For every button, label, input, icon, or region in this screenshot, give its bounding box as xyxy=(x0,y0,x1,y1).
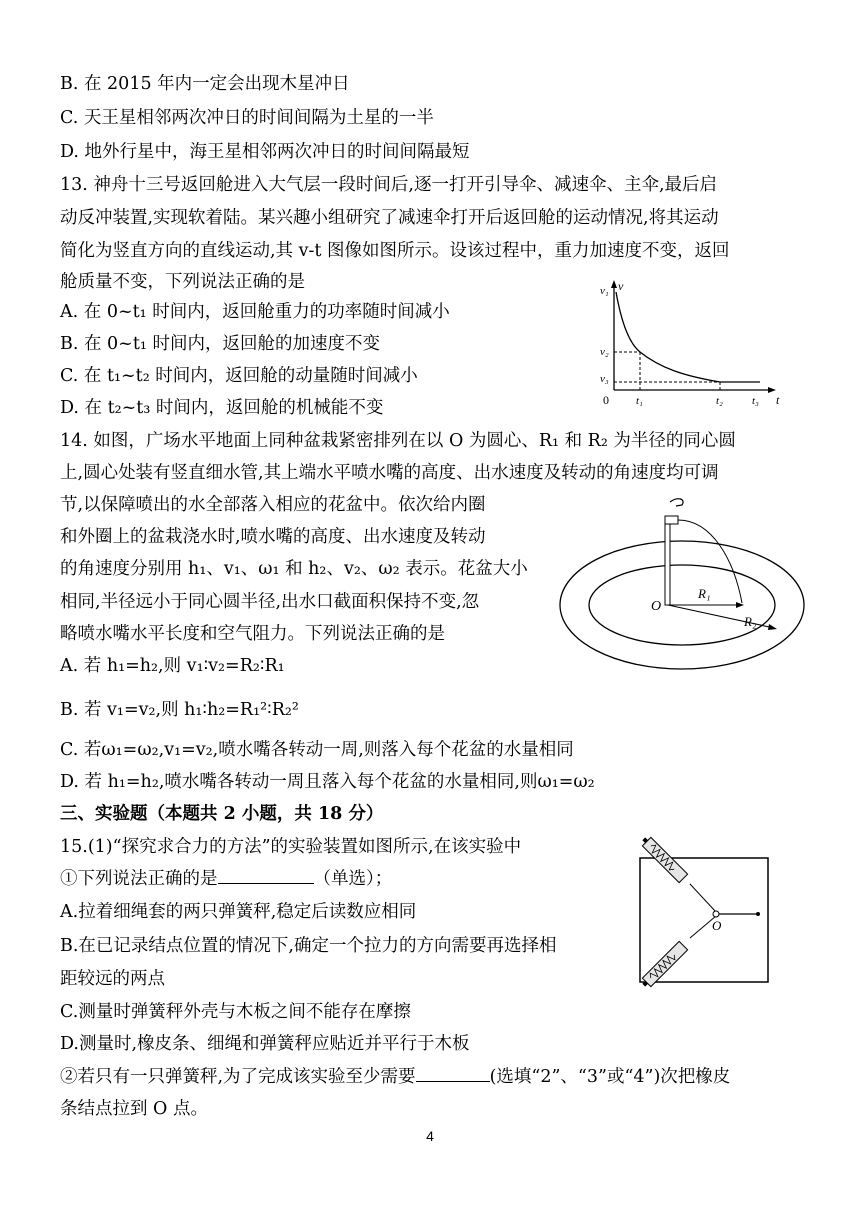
t-axis-arrow-icon xyxy=(768,387,776,393)
answer-blank-2[interactable] xyxy=(416,1063,490,1082)
q14-stem-line-5: 的角速度分别用 h₁、v₁、ω₁ 和 h₂、v₂、ω₂ 表示。花盆大小 xyxy=(60,559,528,579)
q12-option-b: B. 在 2015 年内一定会出现木星冲日 xyxy=(60,74,350,94)
q14-stem-line-7: 略喷水嘴水平长度和空气阻力。下列说法正确的是 xyxy=(60,624,445,644)
v-axis-arrow-icon xyxy=(611,280,617,288)
q13-option-b: B. 在 0~t₁ 时间内，返回舱的加速度不变 xyxy=(60,334,380,354)
origin-label: 0 xyxy=(603,393,609,407)
q15-option-c: C.测量时弹簧秤外壳与木板之间不能存在摩擦 xyxy=(60,1002,411,1022)
v2-label: v₂ xyxy=(600,346,609,358)
q14-stem-line-3: 节,以保障喷出的水全部落入相应的花盆中。依次给内圈 xyxy=(60,495,486,515)
answer-blank-1[interactable] xyxy=(218,865,314,884)
center-o-label: O xyxy=(651,599,662,614)
q15-sub-2-prefix: ②若只有一只弹簧秤,为了完成该实验至少需要 xyxy=(60,1067,416,1087)
q15-sub-1 xyxy=(60,865,392,893)
q14-stem-line-1: 14. 如图，广场水平地面上同种盆栽紧密排列在以 O 为圆心、R₁ 和 R₂ 为半径的同心圆 xyxy=(60,431,736,451)
q15-stem-line-1: 15.(1)“探究求合力的方法”的实验装置如图所示,在该实验中 xyxy=(60,837,522,857)
q13-option-d: D. 在 t₂~t₃ 时间内，返回舱的机械能不变 xyxy=(60,398,384,418)
vt-graph xyxy=(592,278,792,414)
q14-option-a: A. 若 h₁=h₂,则 v₁∶v₂=R₂∶R₁ xyxy=(60,656,285,676)
q15-option-a: A.拉着细绳套的两只弹簧秤,稳定后读数应相同 xyxy=(60,902,417,922)
r2-arrow-icon xyxy=(768,624,777,630)
r1-arrow-icon xyxy=(736,602,744,608)
fountain-figure xyxy=(552,490,812,682)
force-apparatus-figure xyxy=(628,832,778,994)
q15-sub-2-suffix: (选填“2”、“3”或“4”)次把橡皮 xyxy=(489,1067,731,1087)
q15-option-d: D.测量时,橡皮条、细绳和弹簧秤应贴近并平行于木板 xyxy=(60,1034,470,1054)
q13-option-c: C. 在 t₁~t₂ 时间内，返回舱的动量随时间减小 xyxy=(60,366,418,386)
q15-sub-2-line-2: 条结点拉到 O 点。 xyxy=(60,1099,208,1119)
v1-label: v₁ xyxy=(600,285,609,297)
t1-label: t₁ xyxy=(636,395,643,407)
v3-label: v₃ xyxy=(600,373,609,385)
q15-sub-1-prefix: ①下列说法正确的是 xyxy=(60,869,218,889)
q15-sub-1-suffix: （单选）； xyxy=(313,869,393,889)
knot-point xyxy=(713,911,719,917)
t2-label: t₂ xyxy=(716,395,723,407)
nozzle xyxy=(665,516,678,524)
q14-option-b: B. 若 v₁=v₂,则 h₁∶h₂=R₁²∶R₂² xyxy=(60,700,299,720)
q12-option-d: D. 地外行星中，海王星相邻两次冲日的时间间隔最短 xyxy=(60,142,470,162)
r1-label: R₁ xyxy=(698,586,711,601)
page-number: 4 xyxy=(426,1128,434,1144)
q13-stem-line-1: 13. 神舟十三号返回舱进入大气层一段时间后,逐一打开引导伞、减速伞、主伞,最后启 xyxy=(60,175,718,195)
q12-option-c: C. 天王星相邻两次冲日的时间间隔为土星的一半 xyxy=(60,108,434,128)
q14-stem-line-4: 和外圈上的盆栽浇水时,喷水嘴的高度、出水速度及转动 xyxy=(60,527,486,547)
r2-label: R₂ xyxy=(744,614,757,629)
q14-option-d: D. 若 h₁=h₂,喷水嘴各转动一周且落入每个花盆的水量相同,则ω₁=ω₂ xyxy=(60,772,595,792)
peg xyxy=(756,912,760,916)
q13-option-a: A. 在 0~t₁ 时间内，返回舱重力的功率随时间减小 xyxy=(60,302,450,322)
r2-line xyxy=(668,605,774,628)
knot-o-label: O xyxy=(712,918,722,933)
v-axis-label: v xyxy=(618,279,624,293)
t-axis-label: t xyxy=(776,393,780,407)
q15-option-b-line-1: B.在已记录结点位置的情况下,确定一个拉力的方向需要再选择相 xyxy=(60,936,557,956)
q14-stem-line-2: 上,圆心处装有竖直细水管,其上端水平喷水嘴的高度、出水速度及转动的角速度均可调 xyxy=(60,463,719,483)
q15-sub-2 xyxy=(60,1063,730,1091)
vt-curve xyxy=(616,292,760,382)
water-pipe xyxy=(665,520,670,605)
q14-stem-line-6: 相同,半径远小于同心圆半径,出水口截面积保持不变,忽 xyxy=(60,592,480,612)
section-3-heading: 三、实验题（本题共 2 小题，共 18 分） xyxy=(60,804,384,824)
q13-stem-line-4: 舱质量不变，下列说法正确的是 xyxy=(60,272,305,292)
t3-label: t₃ xyxy=(752,395,759,407)
rotation-arrow-icon xyxy=(670,499,683,506)
q13-stem-line-3: 简化为竖直方向的直线运动,其 v-t 图像如图所示。设该过程中，重力加速度不变，返回 xyxy=(60,241,730,261)
q15-option-b-line-2: 距较远的两点 xyxy=(60,969,165,989)
q14-option-c: C. 若ω₁=ω₂,v₁=v₂,喷水嘴各转动一周,则落入每个花盆的水量相同 xyxy=(60,740,574,760)
q13-stem-line-2: 动反冲装置,实现软着陆。某兴趣小组研究了减速伞打开后返回舱的运动情况,将其运动 xyxy=(60,208,719,228)
